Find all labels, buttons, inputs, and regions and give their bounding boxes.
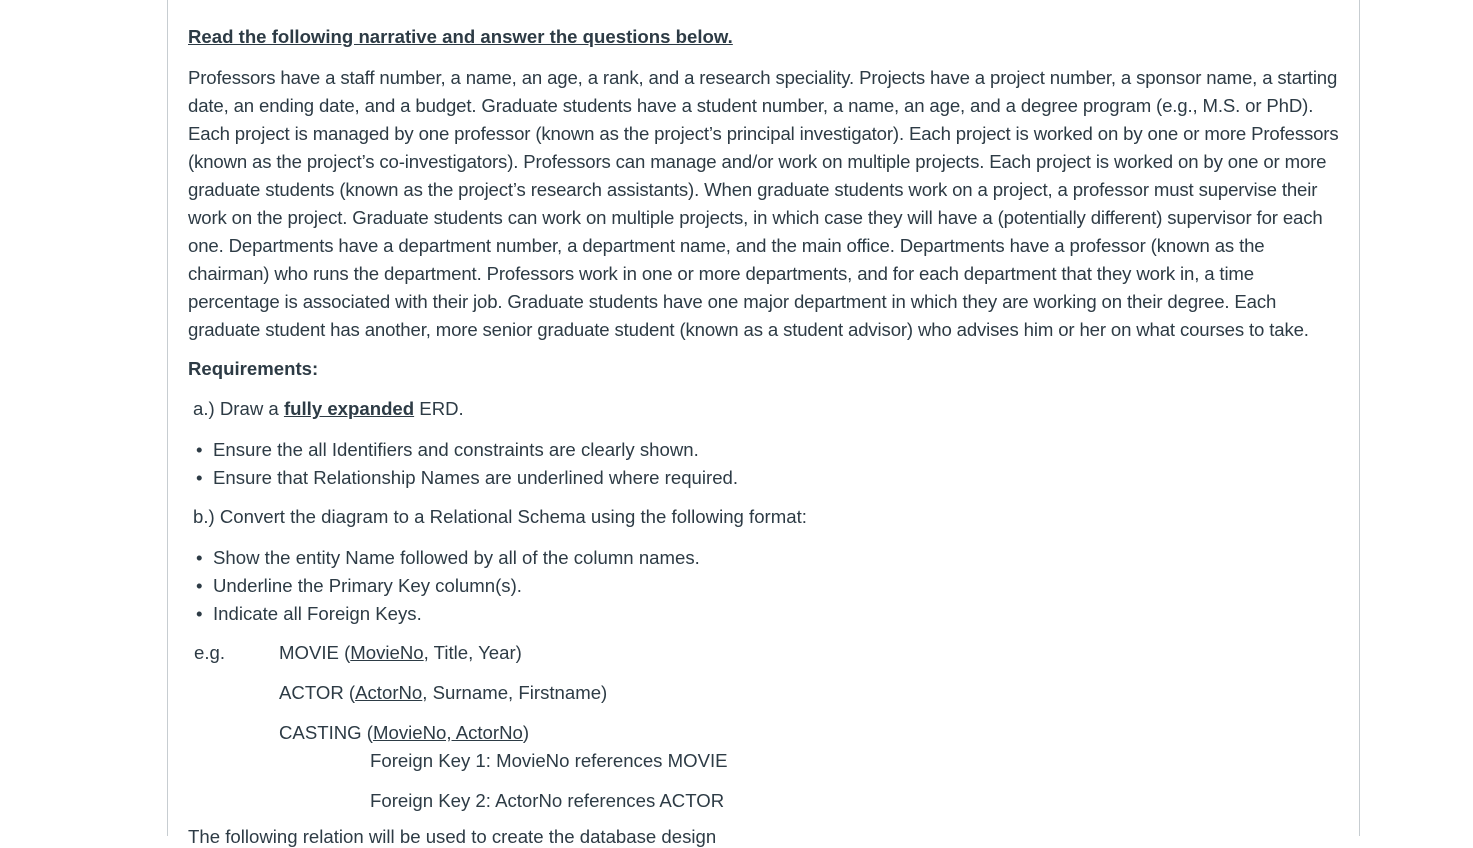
bullet-icon: • [196,603,203,624]
bullet-text: Indicate all Foreign Keys. [213,603,422,624]
primary-key: MovieNo [350,642,424,663]
bullet-icon: • [196,575,203,596]
schema-columns: , Title, Year) [423,642,522,663]
document-page [167,0,1360,847]
list-item [194,464,738,492]
bullet-text: Ensure that Relationship Names are underlined where required. [213,467,739,488]
schema-casting [279,722,529,744]
foreign-key-1: Foreign Key 1: MovieNo references MOVIE [370,750,728,771]
part-a-prefix: a.) Draw a [193,398,284,419]
schema-columns: , Surname, Firstname) [422,682,608,703]
part-a-text [193,398,464,420]
bullet-text: Show the entity Name followed by all of the column names. [213,547,700,568]
bullet-text: Underline the Primary Key column(s). [213,575,522,596]
schema-actor [279,682,607,704]
bullet-icon: • [196,439,203,460]
instructions-heading: Read the following narrative and answer the questions below. [188,26,733,47]
list-item [194,436,738,464]
example-label: e.g. [194,642,226,663]
part-b-bullet-list [194,544,700,628]
bullet-icon: • [196,547,203,568]
cutoff-paragraph: The following relation will be used to create the database design [188,826,717,847]
primary-key: MovieNo, ActorNo [373,722,523,743]
schema-entity-name: CASTING ( [279,722,374,743]
requirements-title: Requirements: [188,358,319,379]
narrative-paragraph: Professors have a staff number, a name, an age, a rank, and a research speciality. Projects have a project number, a sponsor name, a starting date, an ending date, and a budget. Graduate students have a student number, a name, an age, and a degree program (e.g., M.S. or PhD). Each project is managed by one professor (known as the project’s principal investigator). Each project is worked on by one or more Professors (known as the project’s co-investigators). Professors can manage and/or work on multiple projects. Each project is worked on by one or more graduate students (known as the project’s research assistants). When graduate students work on a project, a professor must supervise their work on the project. Graduate students can work on multiple projects, in which case they will have a (potentially different) supervisor for each one. Departments have a department number, a department name, and the main office. Departments have a professor (known as the chairman) who runs the department. Professors work in one or more departments, and for each department that they work in, a time percentage is associated with their job. Graduate students have one major department in which they are working on their degree. Each graduate student has another, more senior graduate student (known as a student advisor) who advises him or her on what courses to take. [188,67,1339,340]
schema-entity-name: MOVIE ( [279,642,351,663]
part-a-emphasis: fully expanded [283,398,415,419]
part-a-suffix: ERD. [414,398,464,419]
list-item [194,572,700,600]
part-b-text: b.) Convert the diagram to a Relational Schema using the following format: [193,506,807,527]
schema-columns: ) [522,722,530,743]
list-item [194,544,700,572]
list-item [194,600,700,628]
schema-entity-name: ACTOR ( [279,682,356,703]
foreign-key-2: Foreign Key 2: ActorNo references ACTOR [370,790,725,811]
primary-key: ActorNo [355,682,423,703]
bullet-text: Ensure the all Identifiers and constraints are clearly shown. [213,439,699,460]
part-a-bullet-list [194,436,738,492]
schema-movie [279,642,522,664]
bullet-icon: • [196,467,203,488]
